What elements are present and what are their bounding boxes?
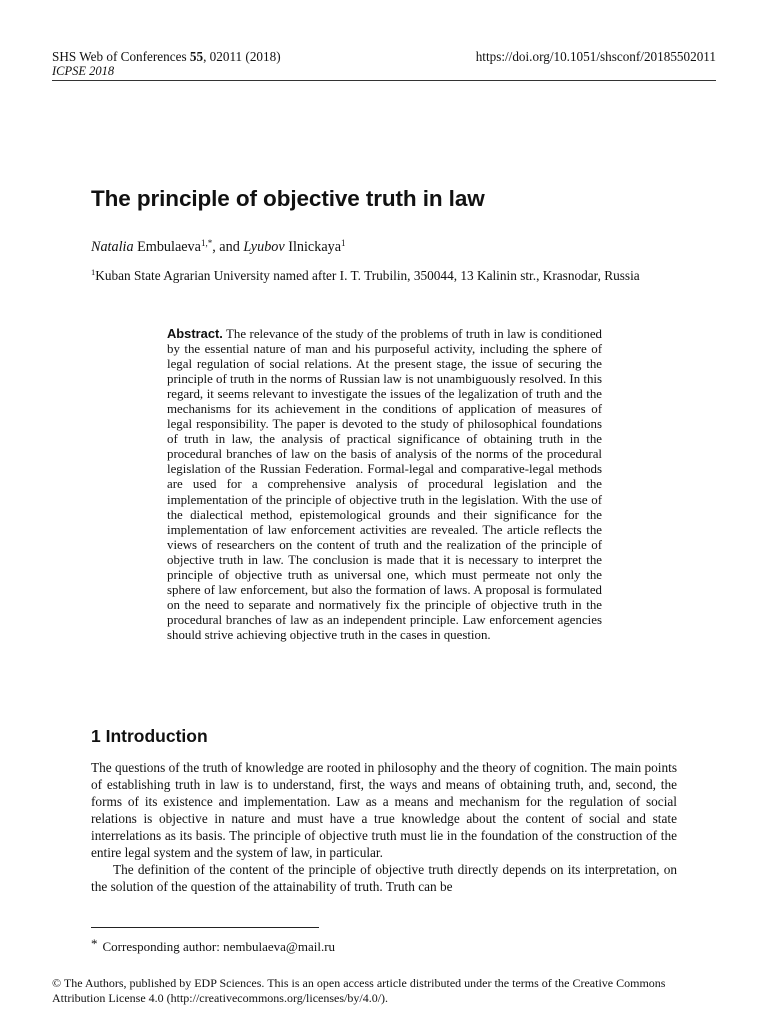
footnote-marker: *: [91, 936, 98, 951]
conference-name: ICPSE 2018: [52, 64, 115, 78]
body-text: [91, 759, 677, 895]
abstract-text: The relevance of the study of the problems of truth in law is conditioned by the essential nature of man and his purposeful activity, including the sphere of legal regulation of social relations. At the present stage, the issue of securing the principle of truth in the norms of Russian law is not unambiguously resolved. In this regard, it seems relevant to investigate the issues of the legalization of truth and the mechanisms for its achievement in the conditions of application of measures of legal responsibility. The paper is devoted to the study of philosophical foundations of truth in law, the analysis of practical significance of obtaining truth in the procedural branches of law on the basis of analysis of the norms of the procedural legislation of the Russian Federation. Formal-legal and comparative-legal methods are used for a comprehensive analysis of procedural legislation and the implementation of the principle of objective truth in the legislation. With the use of the dialectical method, epistemological grounds and their significance for the implementation of law enforcement activities are revealed. The article reflects the views of researchers on the content of truth and the realization of the principle of objective truth in law. The conclusion is made that it is necessary to interpret the principle of objective truth as universal one, which must permeate not only the sphere of law enforcement, but also the formation of laws. A proposal is formulated on the need to separate and normatively fix the principle of objective truth in the procedural branches of law as an independent principle. Law enforcement agencies should strive achieving objective truth in the cases in question.: [167, 327, 603, 642]
author-1-affiliation-mark: 1,*: [200, 238, 213, 248]
paragraph: The questions of the truth of knowledge are rooted in philosophy and the theory of cognition. The main points of establishing truth in law is to understand, first, the ways and means of obtaining truth, and, second, the forms of its existence and implementation. Law as a means and mechanism for the regulation of social relations is objective in nature and must have a true knowledge about the content of social and state interrelations as its basis. The principle of objective truth must lie in the foundation of the construction of the entire legal system and the system of law, in particular.: [91, 760, 677, 860]
section-heading: 1 Introduction: [91, 726, 208, 746]
affiliation-text: Kuban State Agrarian University named after I. T. Trubilin, 350044, 13 Kalinin str., Krasnodar, Russia: [95, 268, 640, 283]
abstract-label: Abstract.: [167, 326, 223, 341]
author-list: [91, 238, 346, 256]
author-2-given-name: Lyubov: [243, 239, 285, 255]
author-2-affiliation-mark: 1: [341, 238, 346, 248]
journal-name: SHS Web of Conferences: [52, 49, 190, 64]
license-notice: © The Authors, published by EDP Sciences. This is an open access article distributed under the terms of the Creative Commons Attribution License 4.0 (http://creativecommons.org/licenses/by/4.0/).: [52, 976, 666, 1005]
affiliation-mark: 1: [91, 267, 96, 277]
author-1-given-name: Natalia: [91, 239, 134, 255]
author-2-family-name: Ilnickaya: [284, 239, 342, 255]
page-header: [52, 49, 716, 79]
paper-title: The principle of objective truth in law: [91, 186, 485, 211]
journal-citation: [52, 49, 281, 64]
abstract: [167, 326, 602, 643]
footnote-divider: [91, 927, 319, 928]
author-separator: , and: [212, 239, 244, 255]
journal-issue: , 02011 (2018): [203, 49, 281, 64]
footnote: [91, 936, 335, 955]
paragraph: The definition of the content of the principle of objective truth directly depends on its interpretation, on the solution of the question of the attainability of truth. Truth can be: [91, 862, 677, 894]
footnote-text: Corresponding author: nembulaeva@mail.ru: [102, 939, 336, 954]
doi-link[interactable]: https://doi.org/10.1051/shsconf/20185502011: [475, 49, 716, 64]
journal-volume: 55: [189, 49, 204, 64]
author-1-family-name: Embulaeva: [133, 239, 201, 255]
header-divider: [52, 80, 716, 81]
affiliation: [91, 264, 661, 284]
